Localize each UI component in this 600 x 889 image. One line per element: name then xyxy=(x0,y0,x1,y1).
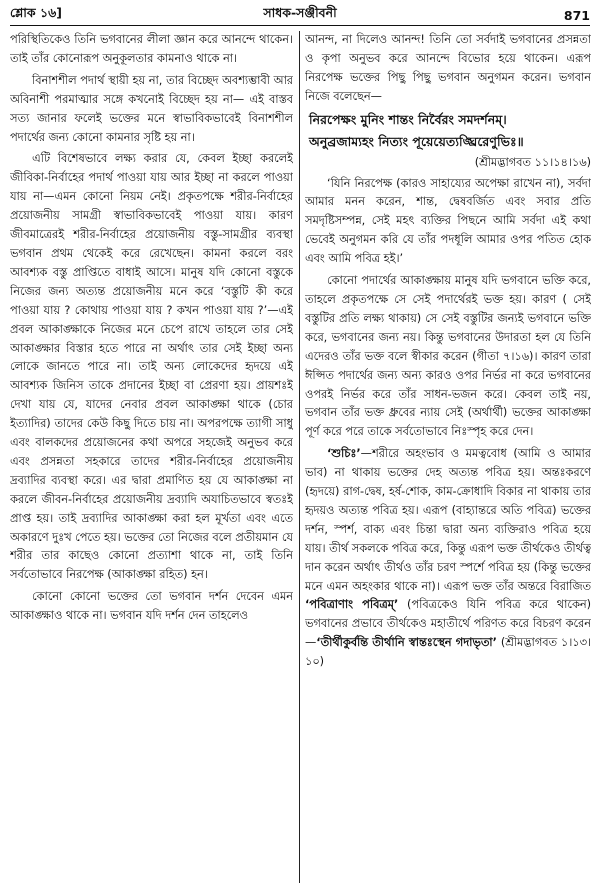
verse-reference: (শ্রীমদ্ভাগবত ১১।১৪।১৬) xyxy=(474,155,591,169)
sanskrit-verse-line: নিরপেক্ষং মুনিং শান্তং নির্বৈরং সমদর্শনম্। xyxy=(309,111,507,127)
paragraph-text: (পবিত্রকেও যিনি পবিত্র করে থাকেন) ভগবানের প্রভাবে তীর্থকেও মহাতীর্থে পরিণত করে বিচরণ করেন— xyxy=(305,598,591,650)
header-book-title: সাধক-সঞ্জীবনী xyxy=(263,5,337,20)
paragraph: এটি বিশেষভাবে লক্ষ্য করার যে, কেবল ইচ্ছা করলেই জীবিকা-নির্বাহের পদার্থ পাওয়া যায় আর ইচ্ছা না করলে পাওয়া যায় না—এমন কোনো নিয়ম নেই। প্রকৃতপক্ষে শরীর-নির্বাহের প্রয়োজনীয় সামগ্রী স্বাভাবিকভাবেই পাওয়া যায়। কারণ জীবমাত্রেরই শরীর-নির্বাহের প্রয়োজনীয় বস্তু-সামগ্রীর ব্যবস্থা ভগবান প্রথম থেকেই করে রেখেছেন। কামনা করলে বরং আবশ্যক বস্তু প্রাপ্তিতে বাধাই আসে। মানুষ যদি কোনো বস্তুকে নিজের জন্য অত্যন্ত প্রয়োজনীয় মনে করে ‘বস্তুটি কী করে পাওয়া যায় ? কোথায় পাওয়া যায় ? কখন পাওয়া যায় ?’—এই প্রবল আকাঙ্ক্ষাকে নিজের মনে চেপে রাখে তাহলে তার সেই আকাঙ্ক্ষার বিস্তার হতে পারে না অর্থাৎ তার সেই ইচ্ছা অন্য লোকে জানতে পারে না। তাই অন্য লোকেদের হৃদয়ে এই আবশ্যক জিনিস তাকে প্রদানের ইচ্ছা বা প্রেরণা হয়। প্রায়শঃই দেখা যায় যে, যাদের নেবার প্রবল আকাঙ্ক্ষা থাকে (চোর ইত্যাদির) তাদের কেউ কিছু দিতে চায় না। অপরপক্ষে ত্যাগী সাধু এবং বালকদের প্রয়োজনের কথা অপরে সহজেই অনুভব করে এবং প্রসন্নতা সহকারে তাদের শরীর-নির্বাহের প্রয়োজনীয় দ্রব্যাদির ব্যবস্থা করে। এর দ্বারা প্রমাণিত হয় যে আকাঙ্ক্ষা না করলে জীবন-নির্বাহের প্রয়োজনীয় দ্রব্যাদি অযাচিতভাবে স্বতঃই প্রাপ্ত হয়। তাই দ্রব্যাদির আকাঙ্ক্ষা করা হল মূর্খতা এবং এতে অকারণে দুঃখ পেতে হয়। ভক্তের তো নিজের বলে প্রতীয়মান যে শরীর তার কাছেও কোনো প্রত্যাশা থাকে না, তাই তিনি সর্বতোভাবে নিরপেক্ষ (আকাঙ্ক্ষা রহিত) হন। xyxy=(10,152,293,582)
column-divider xyxy=(299,31,300,883)
header-rule xyxy=(10,25,590,26)
paragraph xyxy=(305,445,591,672)
page-header xyxy=(10,6,590,24)
sanskrit-verse-line: অনুব্রজাম্যহং নিত্যং পূয়েয়েত্যঙ্ঘ্রিরেণুভিঃ॥ xyxy=(309,133,524,149)
inline-quote: ‘তীর্থীকুর্বন্তি তীর্থানি স্বান্তঃস্থেন গদাভৃতা’ xyxy=(316,636,497,650)
inline-quote: ‘পবিত্রাণাং পবিত্রম্’ xyxy=(305,598,399,612)
page-number: 871 xyxy=(563,7,590,23)
paragraph: আনন্দ, না দিলেও আনন্দ! তিনি তো সর্বদাই ভগবানের প্রসন্নতা ও কৃপা অনুভব করে আনন্দে বিভোর হয়ে থাকেন। এরূপ নিরপেক্ষ ভক্তের পিছু পিছু ভগবান অনুগমন করেন। ভগবান নিজে বলেছেন— xyxy=(305,33,591,103)
paragraph: বিনাশশীল পদার্থ স্থায়ী হয় না, তার বিচ্ছেদ অবশ্যম্ভাবী আর অবিনাশী পরমাত্মার সঙ্গে কখনোই বিচ্ছেদ হয় না— এই বাস্তব সত্য জানার ফলেই ভক্তের মনে স্বাভাবিকভাবেই বিনাশশীল পদার্থের জন্য কোনো কামনার সৃষ্টি হয় না। xyxy=(10,73,293,144)
paragraph: কোনো কোনো ভক্তের তো ভগবান দর্শন দেবেন এমন আকাঙ্ক্ষাও থাকে না। ভগবান যদি দর্শন দেন তাহলেও xyxy=(10,590,293,623)
paragraph: কোনো পদার্থের আকাঙ্ক্ষায় মানুষ যদি ভগবানে ভক্তি করে, তাহলে প্রকৃতপক্ষে সে সেই পদার্থেরই ভক্ত হয়। কারণ ( সেই বস্তুটির প্রতি লক্ষ্য থাকায়) সে সেই বস্তুটির জন্যই ভগবানে ভক্তি করে, ভগবানের জন্য নয়। কিন্তু ভগবানের উদারতা হল যে তিনি এদেরও তাঁর ভক্ত বলে স্বীকার করেন (গীতা ৭।১৬)। কারণ তারা ঈপ্সিত পদার্থের জন্য অন্য কারও ওপর নির্ভর না করে ভগবানের ওপরই নির্ভর করে তাঁর সাধন-ভজন করে। কেবল তাই নয়, ভগবান তাঁর ভক্ত ধ্রুবের ন্যায় সেই (অর্থার্থী) ভক্তের আকাঙ্ক্ষা পূর্ণ করে পরে তাকে সর্বতোভাবে নিঃস্পৃহ করে দেন। xyxy=(305,274,591,439)
right-column xyxy=(305,31,591,885)
term-heading: ‘শুচিঃ’ xyxy=(327,447,361,461)
paragraph: পরিস্থিতিকেও তিনি ভগবানের লীলা জ্ঞান করে আনন্দে থাকেন। তাই তাঁর কোনোরূপ অনুকূলতার কামনাও থাকে না। xyxy=(10,33,293,65)
paragraph-text: —শরীরে অহংভাব ও মমত্ববোধ (আমি ও আমার ভাব) না থাকায় ভক্তের দেহ অত্যন্ত পবিত্র হয়। অন্তঃকরণে (হৃদয়ে) রাগ-দ্বেষ, হর্ষ-শোক, কাম-ক্রোধাদি বিকার না থাকায় তার হৃদয়ও অত্যন্ত পবিত্র হয়। এরূপ (বাহ্যান্তরে অতি পবিত্র) ভক্তের দর্শন, স্পর্শ, বাক্য এবং চিন্তা দ্বারা অন্য ব্যক্তিরাও পবিত্র হয়ে যায়। তীর্থ সকলকে পবিত্র করে, কিন্তু এরূপ ভক্ত তীর্থকেও তীর্থত্ব দান করেন অর্থাৎ তীর্থও তাঁর চরণ স্পর্শে পবিত্র হয় (কিন্তু ভক্তের মনে এমন অহংকার থাকে না)। এরূপ ভক্ত তাঁর অন্তরে বিরাজিত xyxy=(305,447,591,593)
paragraph: ‘যিনি নিরপেক্ষ (কারও সাহায্যের অপেক্ষা রাখেন না), সর্বদা আমার মনন করেন, শান্ত, দ্বেষবর্জিত এবং সবার প্রতি সমদৃষ্টিসম্পন্ন, সেই মহৎ ব্যক্তির পিছনে আমি সর্বদা এই কথা ভেবেই অনুগমন করি যে তাঁর পদধূলি আমার ওপর পতিত হোক এবং আমি পবিত্র হই।’ xyxy=(305,176,591,266)
left-column xyxy=(10,31,293,885)
header-verse-ref: শ্লোক ১৬] xyxy=(10,5,62,20)
inline-reference: (শ্রীমদ্ভাগবত ১।১৩।১০) xyxy=(305,636,591,669)
